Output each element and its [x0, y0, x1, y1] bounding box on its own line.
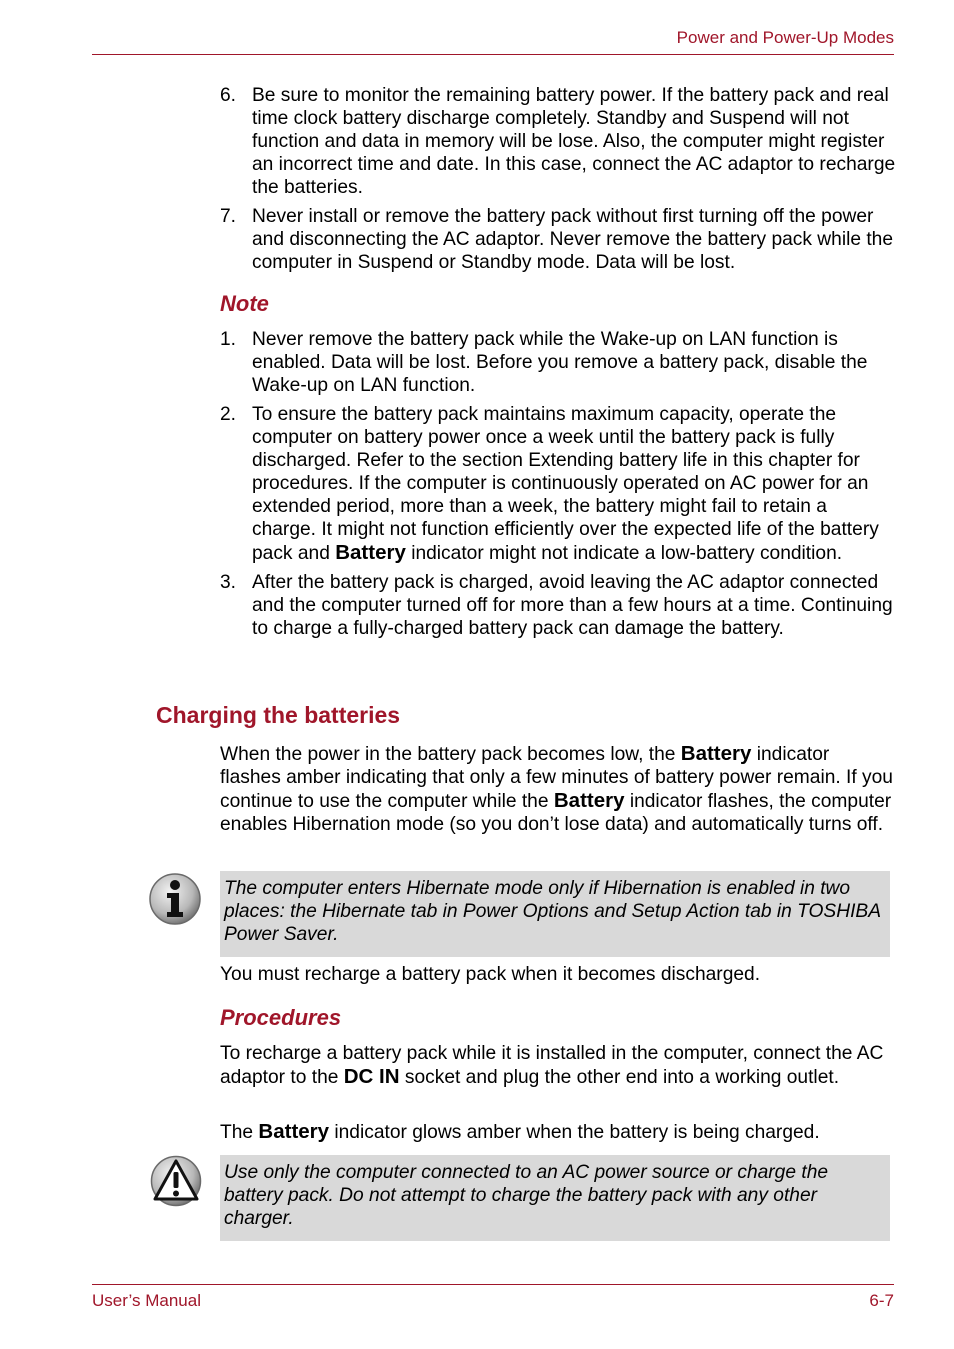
battery-indicator-paragraph [220, 1120, 894, 1144]
header-rule [92, 54, 894, 55]
text-run: To recharge a battery pack while it is installed in the computer, connect the AC adaptor to the [220, 1043, 884, 1088]
list-number: 2. [220, 404, 237, 425]
dc-in-term: DC IN [343, 1065, 400, 1088]
info-callout: The computer enters Hibernate mode only if Hibernation is enabled in two places: the Hibernate tab in Power Options and Setup Action tab in TOSHIBA Power Saver. [220, 871, 890, 957]
battery-term: Battery [258, 1120, 330, 1143]
section-heading: Charging the batteries [156, 702, 401, 728]
battery-term: Battery [680, 742, 752, 765]
list-number: 7. [220, 206, 237, 227]
list-number: 1. [220, 329, 237, 350]
text-run: indicator flashes, the computer enables Hibernation mode (so you don’t lose data) and automatically turns off. [220, 791, 892, 835]
list-item [220, 403, 896, 565]
text-run: indicator glows amber when the battery is being charged. [329, 1122, 820, 1143]
procedures-paragraph [220, 1042, 894, 1089]
note-list [220, 328, 896, 646]
procedures-title: Procedures [220, 1005, 342, 1030]
text-run: indicator flashes amber indicating that only a few minutes of battery power remain. If you continue to use the computer while the [220, 744, 893, 812]
list-number: 3. [220, 572, 237, 593]
list-number: 6. [220, 85, 237, 106]
note-title: Note [220, 291, 269, 316]
warning-icon [150, 1155, 202, 1207]
footer-rule [92, 1284, 894, 1285]
page-number: 6-7 [869, 1291, 894, 1310]
text-run: socket and plug the other end into a working outlet. [399, 1067, 840, 1088]
footer-manual-label: User’s Manual [92, 1291, 201, 1310]
running-header: Power and Power-Up Modes [676, 28, 894, 47]
info-icon [148, 872, 202, 926]
list-text: Be sure to monitor the remaining battery power. If the battery pack and real time clock battery discharge completely. Standby and Suspend will not function and data in memory will be lose. Also, the computer might register an incorrect time and date. In this case, connect the AC adaptor to recharge the batteries. [252, 85, 896, 198]
list-text: Never remove the battery pack while the Wake-up on LAN function is enabled. Data will be lost. Before you remove a battery pack, disable the Wake-up on LAN function. [252, 329, 868, 396]
charging-paragraph [220, 742, 894, 836]
list-top [220, 84, 896, 280]
battery-term: Battery [553, 789, 625, 812]
list-item [220, 571, 896, 640]
battery-term: Battery [335, 541, 406, 564]
warning-callout: Use only the computer connected to an AC power source or charge the battery pack. Do not attempt to charge the battery pack with any other charger. [220, 1155, 890, 1241]
list-text: After the battery pack is charged, avoid leaving the AC adaptor connected and the computer turned off for more than a few hours at a time. Continuing to charge a fully-charged battery pack can damage the battery. [252, 572, 893, 639]
list-text: Never install or remove the battery pack without first turning off the power and disconnecting the AC adaptor. Never remove the battery pack while the computer in Suspend or Standby mode. Data will be lost. [252, 206, 894, 273]
text-run: The [220, 1122, 259, 1143]
list-text-a: To ensure the battery pack maintains maximum capacity, operate the computer on battery power once a week until the battery pack is fully discharged. Refer to the section Extending battery life in this chapter for procedures. If the computer is continuously operated on AC power for an extended period, more than a week, the battery might fail to retain a charge. It might not function efficiently over the expected life of the battery pack and [252, 404, 879, 564]
list-item [220, 205, 896, 274]
text-run: When the power in the battery pack becomes low, the [220, 744, 681, 765]
list-item [220, 84, 896, 199]
list-text-b: indicator might not indicate a low-battery condition. [405, 543, 843, 564]
list-item [220, 328, 896, 397]
recharge-paragraph: You must recharge a battery pack when it becomes discharged. [220, 964, 761, 985]
